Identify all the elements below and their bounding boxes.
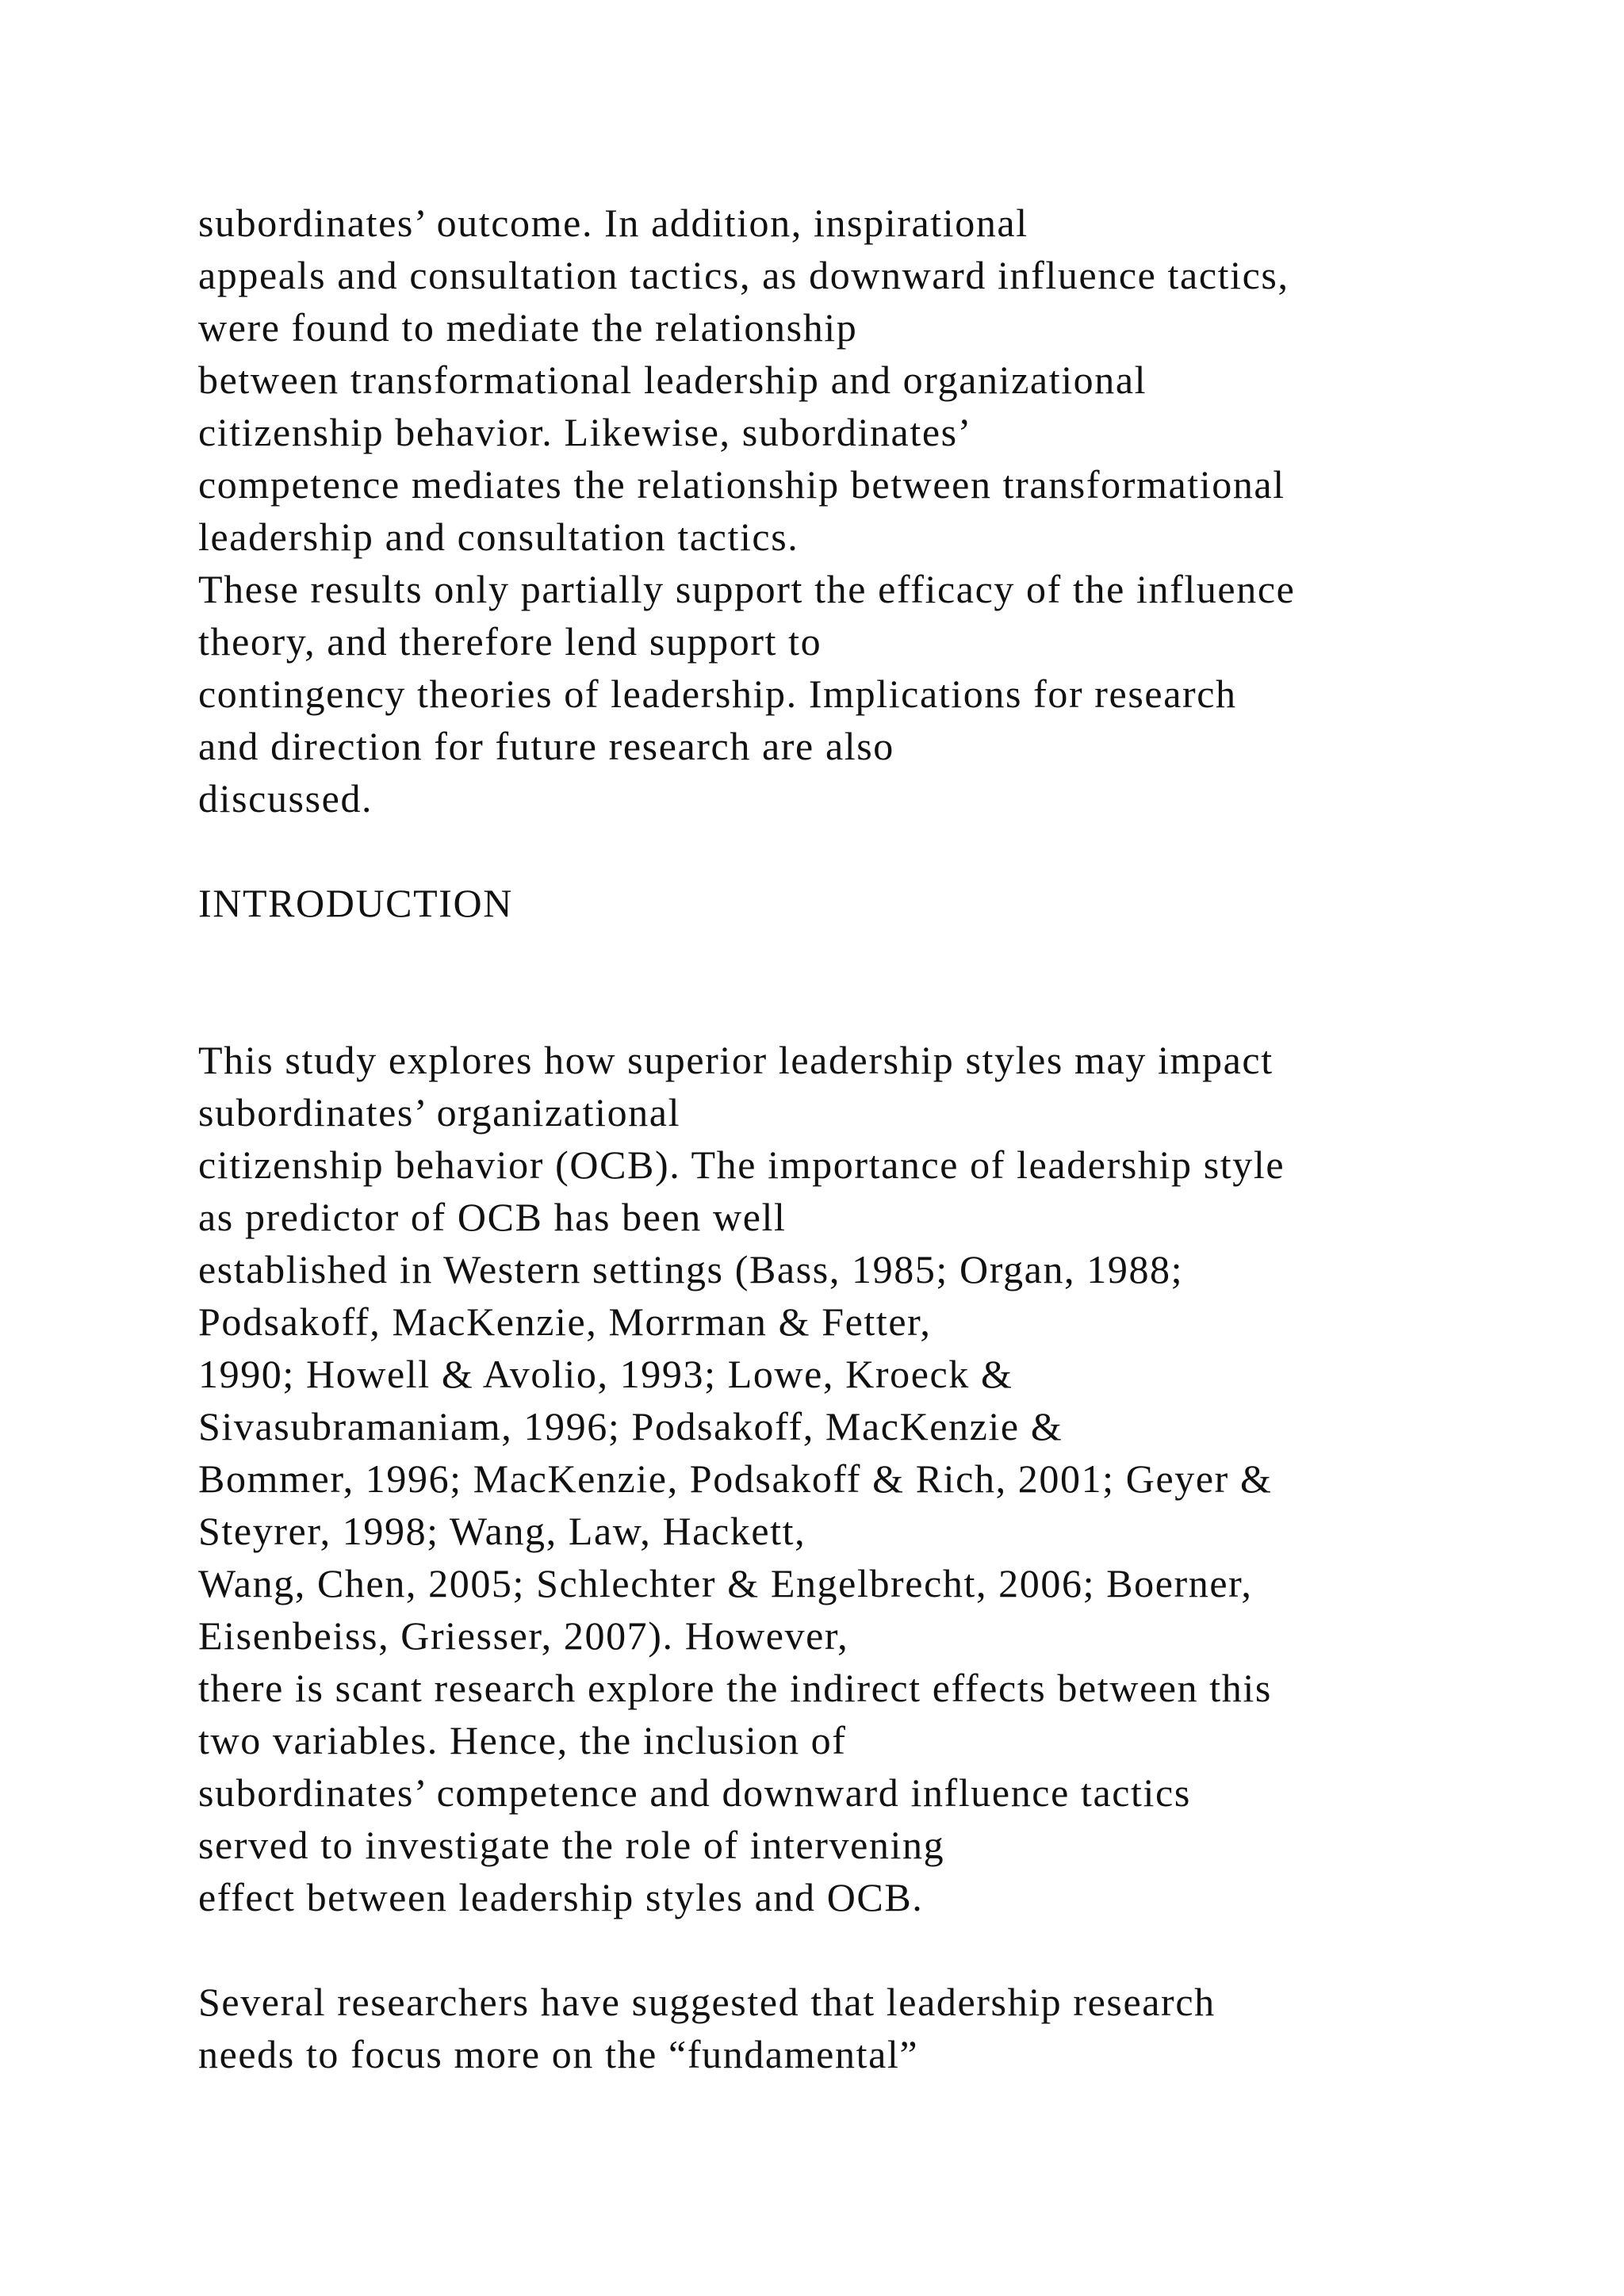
text-line: Wang, Chen, 2005; Schlechter & Engelbrecht, 2006; Boerner, — [198, 1561, 1253, 1605]
text-line: appeals and consultation tactics, as downward influence tactics, — [198, 253, 1289, 297]
document-text — [198, 197, 1546, 2080]
text-line: 1990; Howell & Avolio, 1993; Lowe, Kroeck & — [198, 1352, 1013, 1396]
text-line: Several researchers have suggested that leadership research — [198, 1980, 1216, 2024]
abstract-paragraph — [198, 197, 1546, 825]
introduction-paragraph — [198, 1034, 1546, 1923]
text-line: leadership and consultation tactics. — [198, 515, 799, 559]
text-line: subordinates’ organizational — [198, 1090, 681, 1135]
text-line: there is scant research explore the indirect effects between this — [198, 1666, 1272, 1710]
text-line: discussed. — [198, 776, 373, 821]
text-line: and direction for future research are also — [198, 724, 894, 768]
text-line: Steyrer, 1998; Wang, Law, Hackett, — [198, 1509, 806, 1553]
blank-line — [198, 825, 1546, 877]
blank-line — [198, 982, 1546, 1034]
text-line: as predictor of OCB has been well — [198, 1195, 787, 1239]
text-line: Eisenbeiss, Griesser, 2007). However, — [198, 1613, 849, 1658]
text-line: theory, and therefore lend support to — [198, 619, 822, 664]
text-line: Sivasubramaniam, 1996; Podsakoff, MacKenzie & — [198, 1404, 1063, 1448]
text-line: subordinates’ outcome. In addition, inspirational — [198, 201, 1028, 245]
text-line: contingency theories of leadership. Implications for research — [198, 672, 1237, 716]
text-line: between transformational leadership and organizational — [198, 358, 1147, 402]
text-line: two variables. Hence, the inclusion of — [198, 1718, 847, 1762]
text-line: needs to focus more on the “fundamental” — [198, 2032, 919, 2076]
blank-line — [198, 1923, 1546, 1976]
third-paragraph — [198, 1976, 1546, 2080]
text-line: citizenship behavior. Likewise, subordinates’ — [198, 410, 972, 454]
text-line: established in Western settings (Bass, 1985; Organ, 1988; — [198, 1247, 1184, 1292]
text-line: Bommer, 1996; MacKenzie, Podsakoff & Rich, 2001; Geyer & — [198, 1456, 1273, 1501]
text-line: competence mediates the relationship between transformational — [198, 462, 1285, 507]
text-line: This study explores how superior leadership styles may impact — [198, 1038, 1274, 1082]
text-line: served to investigate the role of intervening — [198, 1823, 945, 1867]
blank-line — [198, 929, 1546, 982]
text-line: subordinates’ competence and downward influence tactics — [198, 1770, 1191, 1815]
section-heading: INTRODUCTION — [198, 881, 513, 925]
text-line: Podsakoff, MacKenzie, Morrman & Fetter, — [198, 1299, 932, 1344]
text-line: were found to mediate the relationship — [198, 305, 858, 350]
text-line: These results only partially support the efficacy of the influence — [198, 567, 1296, 611]
text-line: effect between leadership styles and OCB. — [198, 1875, 924, 1919]
text-line: citizenship behavior (OCB). The importance of leadership style — [198, 1142, 1285, 1187]
